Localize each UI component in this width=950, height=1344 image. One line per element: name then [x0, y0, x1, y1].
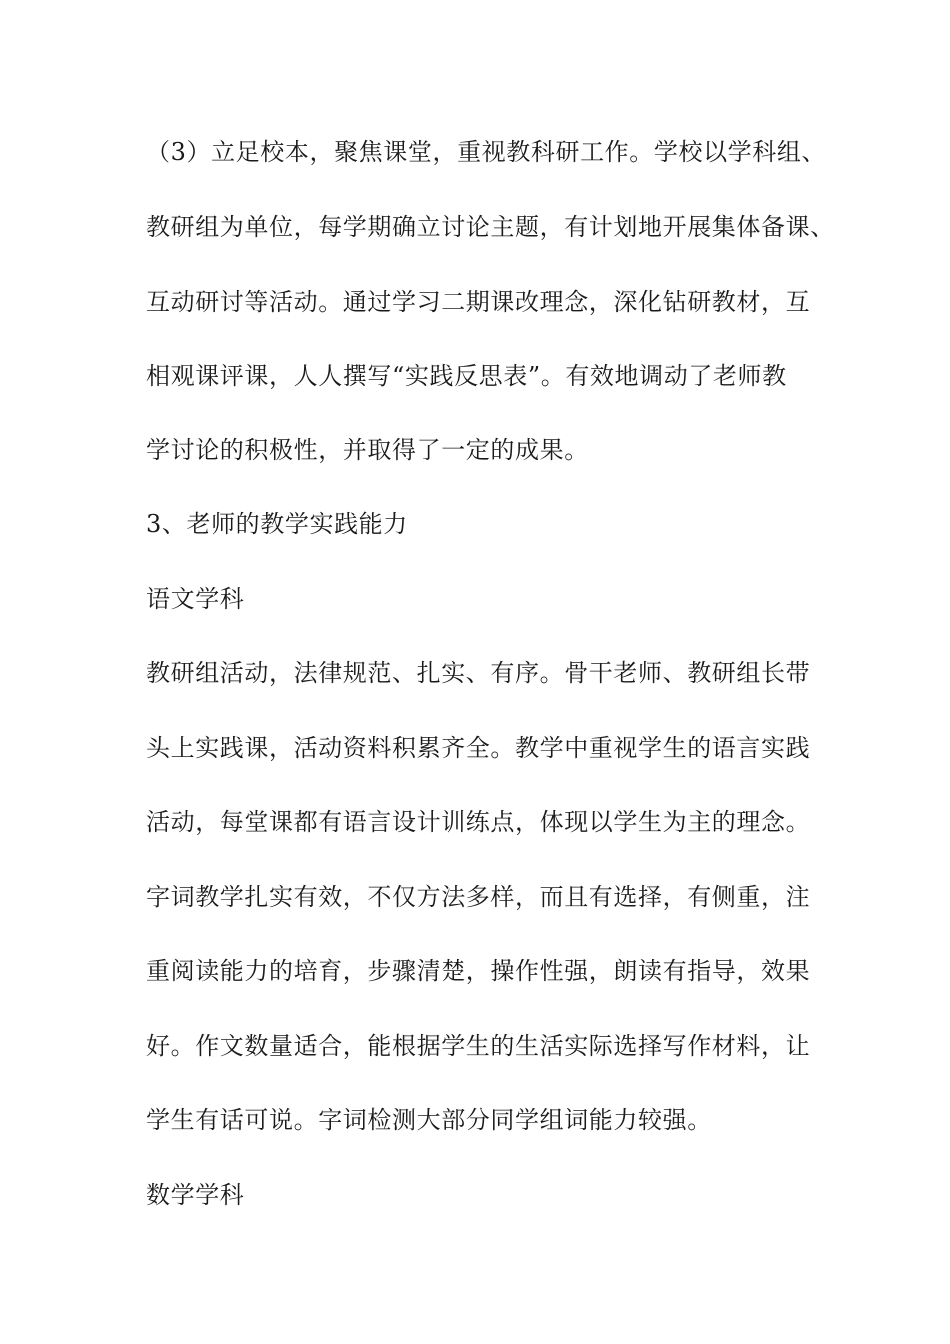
paragraph-line: 头上实践课，活动资料积累齐全。教学中重视学生的语言实践 — [146, 734, 811, 762]
subject-heading-chinese: 语文学科 — [146, 585, 245, 613]
paragraph-line: 相观课评课，人人撰写“实践反思表”。有效地调动了老师教 — [146, 362, 787, 390]
paragraph-line: 活动，每堂课都有语言设计训练点，体现以学生为主的理念。 — [146, 808, 811, 836]
paragraph-line: 重阅读能力的培育，步骤清楚，操作性强，朗读有指导，效果 — [146, 957, 811, 985]
paragraph-line: 教研组为单位，每学期确立讨论主题，有计划地开展集体备课、 — [146, 213, 835, 241]
paragraph-line: 教研组活动，法律规范、扎实、有序。骨干老师、教研组长带 — [146, 659, 811, 687]
paragraph-line: 学讨论的积极性，并取得了一定的成果。 — [146, 436, 589, 464]
paragraph-line: 学生有话可说。字词检测大部分同学组词能力较强。 — [146, 1106, 712, 1134]
paragraph-line: 字词教学扎实有效，不仅方法多样，而且有选择，有侧重，注 — [146, 883, 811, 911]
paragraph-line: 好。作文数量适合，能根据学生的生活实际选择写作材料，让 — [146, 1032, 811, 1060]
section-heading: 3、老师的教学实践能力 — [146, 510, 408, 538]
paragraph-line: （3）立足校本，聚焦课堂，重视教科研工作。学校以学科组、 — [146, 138, 827, 166]
subject-heading-math: 数学学科 — [146, 1181, 245, 1209]
paragraph-line: 互动研讨等活动。通过学习二期课改理念，深化钻研教材，互 — [146, 288, 811, 316]
